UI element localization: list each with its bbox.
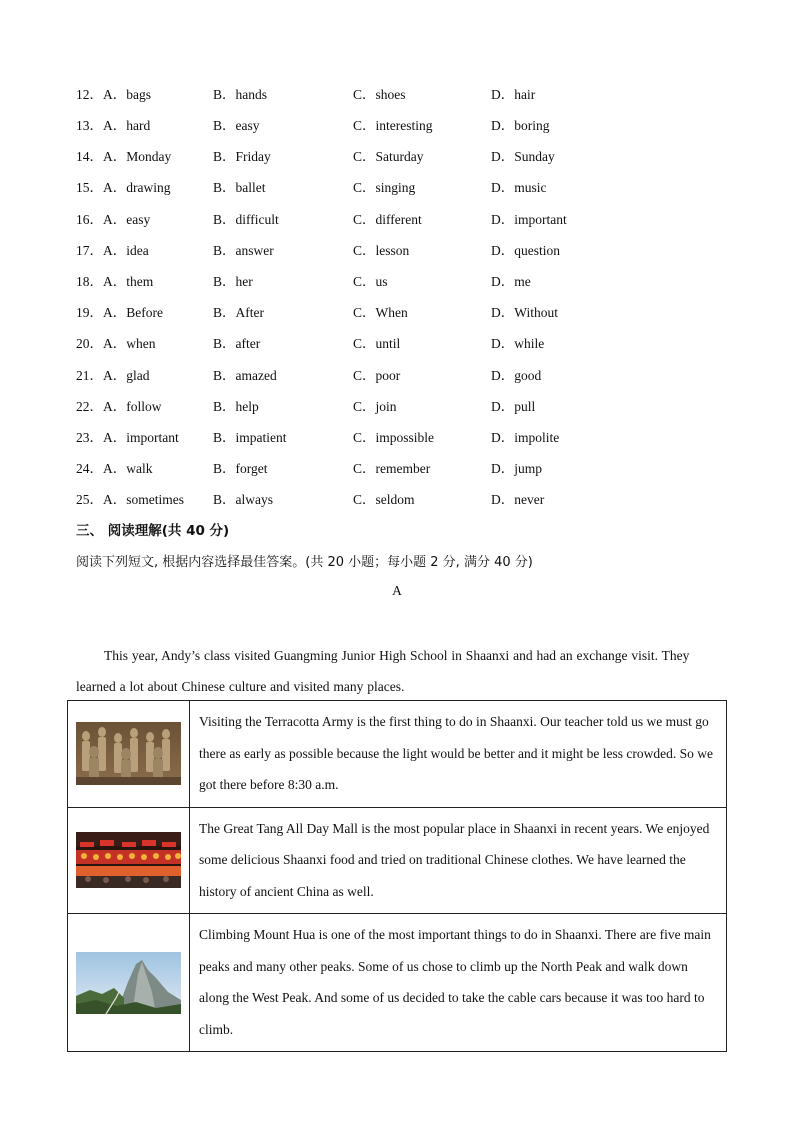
option-c: C．When [353, 305, 408, 321]
option-b: B．difficult [213, 211, 279, 227]
option-d: D．jump [491, 461, 543, 477]
option-c: C．remember [353, 461, 431, 477]
question-row [76, 173, 716, 204]
option-c: C．Saturday [353, 149, 424, 165]
question-row [76, 453, 716, 484]
option-b: B．help [213, 398, 259, 414]
option-d: D．pull [491, 398, 536, 414]
option-b: B．After [213, 305, 264, 321]
option-b: B．easy [213, 118, 260, 134]
option-a: 17．A．idea [76, 242, 149, 258]
option-b: B．after [213, 336, 261, 352]
passage-intro: This year, Andy’s class visited Guangming Junior High School in Shaanxi and had an exchange visit. They learned a lot about Chinese culture and visited many places. [76, 648, 690, 694]
option-b: B．hands [213, 86, 267, 102]
option-c: C．interesting [353, 118, 433, 134]
option-d: D．me [491, 273, 531, 289]
section-instruction: 阅读下列短文, 根据内容选择最佳答案。(共 20 小题；每小题 2 分, 满分 40 分) [76, 555, 533, 570]
question-row [76, 235, 716, 266]
question-row [76, 79, 716, 110]
question-row [76, 204, 716, 235]
section-title: 三、 阅读理解(共 40 分) [76, 523, 230, 539]
question-row [76, 391, 716, 422]
option-b: B．impatient [213, 429, 287, 445]
passage-label: A [392, 583, 402, 598]
option-a: 25．A．sometimes [76, 492, 184, 508]
option-a: 14．A．Monday [76, 149, 172, 165]
terracotta-army-photo [76, 722, 181, 785]
option-d: D．while [491, 336, 545, 352]
table-row [68, 701, 727, 808]
question-row [76, 297, 716, 328]
option-a: 21．A．glad [76, 367, 150, 383]
option-d: D．good [491, 367, 542, 383]
option-a: 22．A．follow [76, 398, 162, 414]
option-a: 20．A．when [76, 336, 156, 352]
option-d: D．Sunday [491, 149, 555, 165]
option-d: D．hair [491, 86, 536, 102]
question-row [76, 360, 716, 391]
option-d: D．never [491, 492, 545, 508]
option-d: D．boring [491, 118, 550, 134]
option-b: B．forget [213, 461, 268, 477]
image-cell [68, 914, 190, 1052]
place-description: Climbing Mount Hua is one of the most important things to do in Shaanxi. There are five main peaks and many other peaks. Some of us chose to climb up the North Peak and walk down along the West Peak. And some of us decided to take the cable cars because it was too hard to climb. [190, 914, 727, 1052]
question-row [76, 484, 716, 515]
option-b: B．her [213, 273, 253, 289]
option-c: C．poor [353, 367, 401, 383]
question-row [76, 266, 716, 297]
option-c: C．singing [353, 180, 416, 196]
option-a: 16．A．easy [76, 211, 151, 227]
places-table [67, 700, 727, 1052]
place-description: Visiting the Terracotta Army is the first thing to do in Shaanxi. Our teacher told us we must go there as early as possible because the light would be better and it might be less crowded. So we got there before 8:30 a.m. [190, 701, 727, 808]
option-c: C．until [353, 336, 401, 352]
option-d: D．Without [491, 305, 558, 321]
table-row [68, 807, 727, 914]
option-c: C．join [353, 398, 397, 414]
mount-hua-photo [76, 952, 181, 1014]
cloze-options [76, 79, 716, 516]
option-c: C．different [353, 211, 422, 227]
option-a: 13．A．hard [76, 118, 151, 134]
option-d: D．music [491, 180, 547, 196]
option-b: B．Friday [213, 149, 271, 165]
option-c: C．lesson [353, 242, 410, 258]
option-d: D．important [491, 211, 567, 227]
option-a: 15．A．drawing [76, 180, 171, 196]
option-c: C．shoes [353, 86, 406, 102]
place-description: The Great Tang All Day Mall is the most popular place in Shaanxi in recent years. We enjoyed some delicious Shaanxi food and tried on traditional Chinese clothes. We have learned the history of ancient China as well. [190, 807, 727, 914]
image-cell [68, 807, 190, 914]
option-b: B．answer [213, 242, 274, 258]
question-row [76, 110, 716, 141]
question-row [76, 141, 716, 172]
option-d: D．question [491, 242, 560, 258]
question-row [76, 422, 716, 453]
option-a: 18．A．them [76, 273, 154, 289]
option-a: 19．A．Before [76, 305, 163, 321]
option-c: C．seldom [353, 492, 415, 508]
image-cell [68, 701, 190, 808]
table-row [68, 914, 727, 1052]
option-a: 12．A．bags [76, 86, 151, 102]
option-c: C．impossible [353, 429, 435, 445]
option-a: 24．A．walk [76, 461, 153, 477]
tang-mall-photo [76, 832, 181, 888]
option-a: 23．A．important [76, 429, 179, 445]
question-row [76, 329, 716, 360]
option-b: B．ballet [213, 180, 266, 196]
option-d: D．impolite [491, 429, 560, 445]
option-b: B．always [213, 492, 273, 508]
option-b: B．amazed [213, 367, 277, 383]
option-c: C．us [353, 273, 388, 289]
